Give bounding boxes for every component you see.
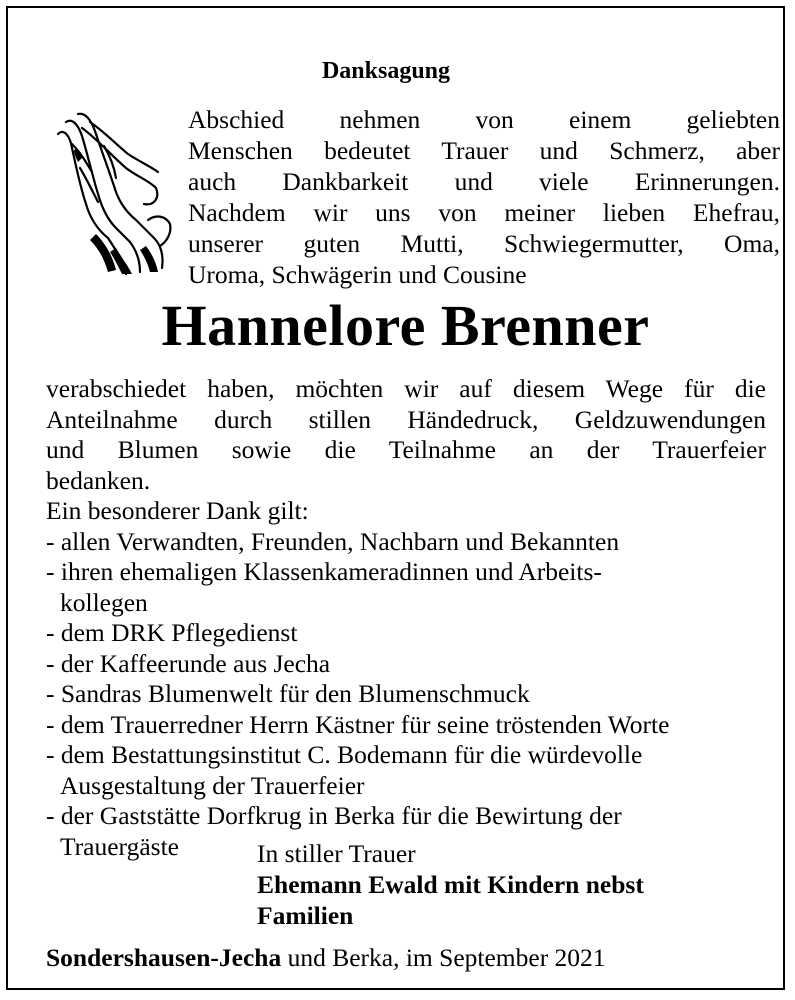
footer-place-date	[46, 943, 606, 973]
thanks-item-continuation: kollegen	[60, 587, 148, 617]
intro-paragraph	[188, 104, 780, 290]
thanks-item: - der Gaststätte Dorfkrug in Berka für die Bewirtung der	[46, 801, 622, 830]
thanks-item: - Sandras Blumenwelt für den Blumenschmuck	[46, 679, 530, 708]
praying-hands-icon	[56, 108, 174, 276]
thanks-item: - ihren ehemaligen Klassenkameradinnen und Arbeits-	[46, 557, 602, 586]
intro-line: Nachdem wir uns von meiner lieben Ehefrau,	[188, 198, 780, 227]
body-line: bedanken.	[46, 465, 151, 495]
thanks-item: - dem Trauerredner Herrn Kästner für seine tröstenden Worte	[46, 709, 670, 739]
signature-block	[257, 838, 644, 931]
obituary-frame	[6, 6, 785, 990]
intro-line: Uroma, Schwägerin und Cousine	[188, 260, 527, 289]
body-line: Anteilnahme durch stillen Händedruck, Geldzuwendungen	[46, 404, 766, 434]
intro-line: Abschied nehmen von einem geliebten	[188, 105, 780, 134]
intro-line: unserer guten Mutti, Schwiegermutter, Oma,	[188, 229, 780, 258]
signature-line: Familien	[257, 901, 354, 930]
thanks-item-continuation: Ausgestaltung der Trauerfeier	[60, 770, 365, 800]
intro-line: Menschen bedeutet Trauer und Schmerz, aber	[188, 136, 780, 165]
intro-line: auch Dankbarkeit und viele Erinnerungen.	[188, 167, 780, 196]
body-line: verabschiedet haben, möchten wir auf diesem Wege für die	[46, 374, 766, 403]
footer-date: und Berka, im September 2021	[281, 943, 606, 972]
deceased-name: Hannelore Brenner	[161, 293, 650, 358]
signature-line: Ehemann Ewald mit Kindern nebst	[257, 870, 644, 899]
heading: Danksagung	[321, 58, 451, 84]
thanks-intro: Ein besonderer Dank gilt:	[46, 496, 309, 525]
thanks-body	[46, 374, 766, 862]
footer-place: Sondershausen-Jecha	[46, 943, 282, 972]
thanks-item-continuation: Trauergäste	[60, 831, 179, 861]
thanks-item: - der Kaffeerunde aus Jecha	[46, 648, 331, 678]
closing-phrase: In stiller Trauer	[257, 839, 416, 868]
thanks-item: - dem DRK Pflegedienst	[46, 618, 298, 647]
thanks-item: - allen Verwandten, Freunden, Nachbarn und Bekannten	[46, 526, 620, 556]
thanks-item: - dem Bestattungsinstitut C. Bodemann für die würdevolle	[46, 740, 643, 769]
body-line: und Blumen sowie die Teilnahme an der Trauerfeier	[46, 435, 766, 464]
